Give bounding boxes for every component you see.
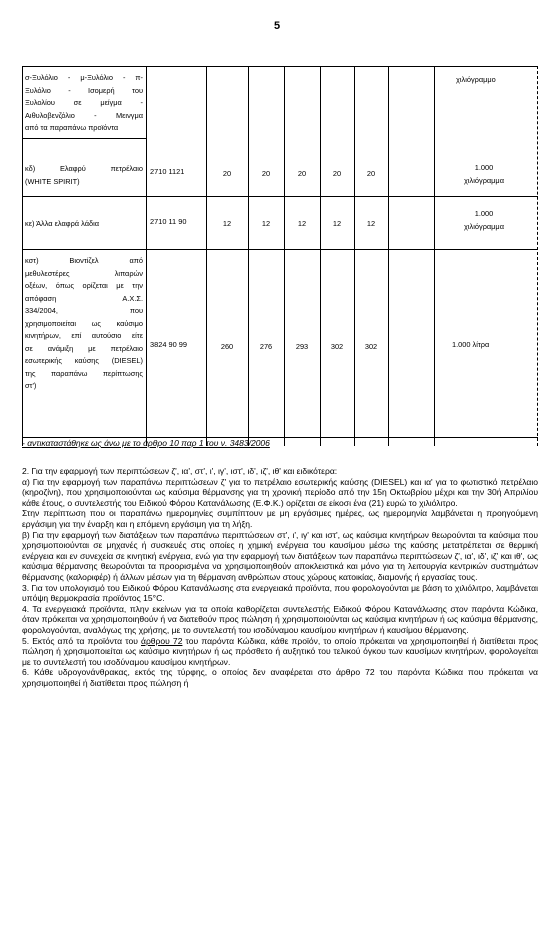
paragraph: 6. Κάθε υδρογονάνθρακας, εκτός της τύρφης, ο οποίος δεν αναφέρεται στο άρθρο 72 του παρόντα Κώδικα που πρόκειται να χρησιμοποιηθεί ή διατίθεται προς πώληση ή [22, 667, 538, 688]
paragraph: 4. Τα ενεργειακά προϊόντα, πλην εκείνων για τα οποία καθορίζεται συντελεστής Ειδικού Φόρου Κατανάλωσης στον παρόντα Κώδικα, όταν πρόκειται να χρησιμοποιηθούν ή να διατεθούν προς πώληση ή χρησιμοποιούνται ως καύσιμα κινητήρων ή ως καύσιμα θέρμανσης, φορολογούνται, αναλόγως της χρήσης, με το συντελεστή του ισοδύναμου καυσίμου κινητήρων ή καυσίμου θέρμανσης. [22, 603, 538, 635]
table-row-value: 260 [220, 342, 234, 351]
table-col-divider [320, 66, 321, 446]
paragraph: 2. Για την εφαρμογή των περιπτώσεων ζ', ια', στ', ι', ιγ', ιστ', ιδ', ιζ', ιθ' και ειδικότερα: [22, 466, 338, 476]
table-row-divider [22, 138, 146, 139]
table-row-desc: κδ) Ελαφρύ πετρέλαιο (WHITE SPIRIT) [25, 164, 143, 186]
table-row-unit: 1.000 λίτρα [452, 340, 490, 349]
table-row-code: 2710 1121 [150, 167, 185, 176]
table-row-divider [22, 66, 538, 67]
table-row-code: 2710 11 90 [150, 217, 187, 226]
paragraph: 5. Εκτός από τα προϊόντα του άρθρου 72 του παρόντα Κώδικα, κάθε προϊόν, το οποίο πρόκειται να χρησιμοποιηθεί ή διατίθεται προς πώληση ή χρησιμοποιείται ως καύσιμο κινητήρων ή ως πρόσθετο ή αυξητικό του τελικού όγκου των καυσίμων κινητήρων, φορολογείται με το συντελεστή του ισοδύναμου καυσίμου κινητήρων. [22, 635, 539, 667]
paragraph: 3. Για τον υπολογισμό του Ειδικού Φόρου Κατανάλωσης στα ενεργειακά προϊόντα, που φορολογούνται με βάση το χιλιόλιτρο, λαμβάνεται υπόψη θερμοκρασία προϊόντος 15°C. [22, 582, 538, 604]
table-row-divider [22, 249, 538, 250]
amendment-note: - αντικαταστάθηκε ως άνω με το άρθρο 10 παρ 1 του ν. 3483/2006 [22, 438, 270, 448]
table-row-unit: 1.000 χιλιόγραμμα [464, 209, 504, 231]
table-row-value: 293 [295, 342, 309, 351]
table-row-value: 12 [366, 219, 376, 228]
table-col-divider [354, 66, 355, 446]
table-row-value: 12 [297, 219, 307, 228]
table-col-divider [388, 66, 389, 446]
table-row-unit: 1.000 χιλιόγραμμα [464, 163, 504, 185]
table-row-value: 276 [259, 342, 273, 351]
table-border-right [537, 66, 538, 446]
table-border-left [22, 66, 23, 446]
paragraph: β) Για την εφαρμογή των διατάξεων των παραπάνω περιπτώσεων στ', ι', ιγ' και ιστ', ως καύσιμα κινητήρων θεωρούνται τα καύσιμα που χρησιμοποιούνται σε μηχανές ή συσκευές στις οποίες η χημική ενέργεια του καυσίμου μέσω της καύσης μετατρέπεται σε θερμική ενέργεια και εν συνεχεία σε κινητική ενέργεια, ενώ για την εφαρμογή των διατάξεων των παραπάνω περιπτώσεων ζ', ια', ιδ', ιζ' και ιθ', ως καύσιμα θέρμανσης θεωρούνται τα προορισμένα να χρησιμοποιηθούν αποκλειστικά και μόνο για τη λειτουργία κεντρικών συστημάτων θέρμανσης (καλοριφέρ) ή άλλων μέσων για τη θέρμανση ανθρώπων στους χώρους κατοικίας, διαμονής ή εργασίας τους. [22, 529, 538, 582]
table-row-value: 12 [261, 219, 271, 228]
tax-rate-table [22, 66, 538, 446]
table-row-value: 12 [332, 219, 342, 228]
table-row-code: 3824 90 99 [150, 340, 187, 349]
table-row-value: 302 [364, 342, 378, 351]
table-row-desc: κε) Άλλα ελαφρά λάδια [25, 219, 99, 228]
table-row-unit: χιλιόγραμμο [456, 75, 496, 84]
table-row-value: 20 [332, 169, 342, 178]
document-body [22, 466, 538, 688]
table-row-desc: κστ) Βιοντίζελ από μεθυλεστέρες λιπαρών οξέων, όπως ορίζεται με την απόφαση Α.Χ.Σ. 334/2004, που χρησιμοποιείται ως καύσιμο κινητήρων, επί αυτούσιο είτε σε ανάμιξη με πετρέλαιο εσωτερικής καύσης (DIESEL) της παραπάνω περίπτωσης στ') [25, 256, 143, 390]
paragraph: Στην περίπτωση που οι παραπάνω ημερομηνίες συμπίπτουν με μη εργάσιμες ημέρες, ως ημερομηνία λαμβάνεται η προηγούμενη εργάσιμη για την έναρξη και η επόμενη εργάσιμη για τη λήξη. [22, 508, 538, 529]
table-row-divider [22, 196, 538, 197]
article-link[interactable]: άρθρου 72 [141, 635, 183, 646]
paragraph: α) Για την εφαρμογή των παραπάνω περιπτώσεων ζ' για το πετρέλαιο εσωτερικής καύσης (DIESEL) και ια' για το φωτιστικό πετρέλαιο (κηροζίνη), που χρησιμοποιούνται ως καύσιμα θέρμανσης για τη χρονική περίοδο από την 15η Οκτωβρίου μέχρι και την 30ή Απριλίου κάθε έτους, ο συντελεστής του Ειδικού Φόρου Κατανάλωσης (Ε.Φ.Κ.) ορίζεται σε είκοσι ένα (21) ευρώ το χιλιόλιτρο. [22, 476, 538, 508]
table-row-value: 12 [222, 219, 232, 228]
table-col-divider [284, 66, 285, 446]
table-col-divider [248, 66, 249, 446]
table-row-value: 20 [366, 169, 376, 178]
table-row-value: 20 [222, 169, 232, 178]
table-row-value: 20 [261, 169, 271, 178]
page-number: 5 [273, 20, 281, 32]
table-col-divider [146, 66, 147, 446]
table-row-value: 20 [297, 169, 307, 178]
table-col-divider [434, 66, 435, 446]
table-row-value: 302 [330, 342, 344, 351]
table-row-desc: σ-Ξυλόλιο - μ-Ξυλόλιο - π- Ξυλόλιο - Ισομερή του Ξυλολίου σε μείγμα - Αιθυλοβενζόλιο - Μεινγμα από τα παραπάνω προϊόντα [25, 73, 143, 132]
table-col-divider [206, 66, 207, 446]
